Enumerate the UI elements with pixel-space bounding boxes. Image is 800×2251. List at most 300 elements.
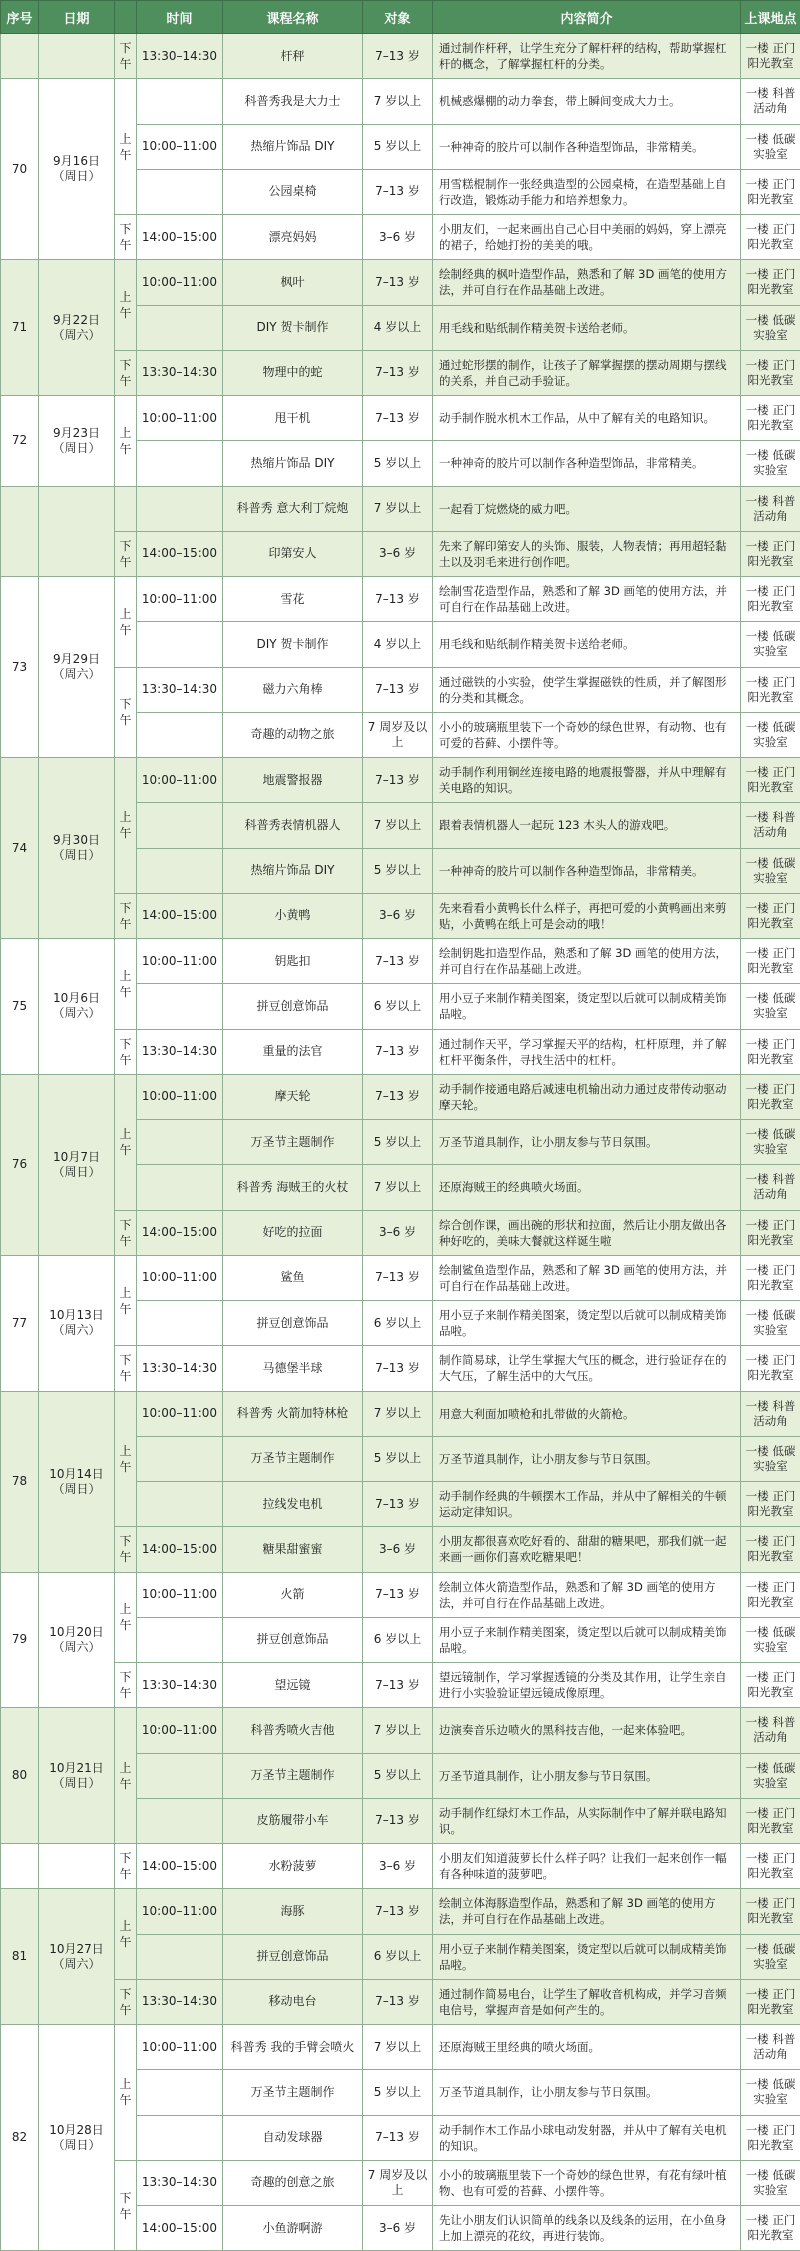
location-cell: 一楼 正门阳光教室 (741, 350, 800, 395)
audience-cell: 7 岁以上 (363, 79, 433, 124)
audience-cell: 3–6 岁 (363, 531, 433, 576)
location-cell: 一楼 低碳实验室 (741, 1120, 800, 1165)
audience-cell: 6 岁以上 (363, 1934, 433, 1979)
schedule-row (1, 486, 800, 531)
time-cell (137, 1798, 223, 1843)
session-number: 79 (1, 1572, 39, 1708)
location-cell: 一楼 正门阳光教室 (741, 215, 800, 260)
schedule-row (1, 1255, 800, 1300)
session-date (39, 1844, 115, 1889)
audience-cell: 7–13 岁 (363, 2115, 433, 2160)
course-name: 热缩片饰品 DIY (223, 848, 363, 893)
ampm-cell: 下午 (115, 1663, 137, 1708)
weekday-text: （周日） (43, 441, 110, 456)
time-cell: 10:00–11:00 (137, 2025, 223, 2070)
time-cell (137, 1436, 223, 1481)
schedule-row (1, 2160, 800, 2205)
time-cell (137, 305, 223, 350)
audience-cell: 5 岁以上 (363, 441, 433, 486)
session-date (39, 1391, 115, 1572)
course-description: 用小豆子来制作精美图案，烫定型以后就可以制成精美饰品啦。 (433, 1301, 741, 1346)
course-name: 摩天轮 (223, 1074, 363, 1119)
location-cell: 一楼 正门阳光教室 (741, 667, 800, 712)
date-text: 10月6日 (43, 991, 110, 1006)
session-number: 70 (1, 79, 39, 260)
location-cell: 一楼 低碳实验室 (741, 124, 800, 169)
course-description: 一起看丁烷燃烧的威力吧。 (433, 486, 741, 531)
location-cell: 一楼 正门阳光教室 (741, 396, 800, 441)
session-date (39, 577, 115, 758)
time-cell: 10:00–11:00 (137, 1391, 223, 1436)
ampm-cell: 上午 (115, 1572, 137, 1663)
schedule-row (1, 1572, 800, 1617)
header-date: 日期 (39, 1, 115, 34)
session-number: 77 (1, 1255, 39, 1391)
schedule-row (1, 79, 800, 124)
schedule-row (1, 667, 800, 712)
time-cell: 10:00–11:00 (137, 396, 223, 441)
course-name: 科普秀 海贼王的火杖 (223, 1165, 363, 1210)
audience-cell: 7–13 岁 (363, 350, 433, 395)
date-text: 9月29日 (43, 652, 110, 667)
session-number: 81 (1, 1889, 39, 2025)
course-name: 自动发球器 (223, 2115, 363, 2160)
session-number: 82 (1, 2025, 39, 2251)
session-number (1, 34, 39, 79)
course-name: 马德堡半球 (223, 1346, 363, 1391)
ampm-cell: 下午 (115, 1527, 137, 1572)
session-number: 72 (1, 396, 39, 487)
audience-cell: 7 周岁及以上 (363, 2160, 433, 2205)
location-cell: 一楼 正门阳光教室 (741, 2115, 800, 2160)
ampm-cell: 下午 (115, 1029, 137, 1074)
audience-cell: 7–13 岁 (363, 939, 433, 984)
course-name: 糖果甜蜜蜜 (223, 1527, 363, 1572)
time-cell: 14:00–15:00 (137, 531, 223, 576)
course-description: 望远镜制作，学习掌握透镜的分类及其作用，让学生亲自进行小实验验证望远镜成像原理。 (433, 1663, 741, 1708)
course-description: 通过制作天平，学习掌握天平的结构，杠杆原理，并了解杠杆平衡条件，寻找生活中的杠杆。 (433, 1029, 741, 1074)
location-cell: 一楼 低碳实验室 (741, 984, 800, 1029)
course-name: 皮筋履带小车 (223, 1798, 363, 1843)
course-description: 万圣节道具制作，让小朋友参与节日氛围。 (433, 1436, 741, 1481)
date-text: 10月21日 (43, 1761, 110, 1776)
time-cell: 14:00–15:00 (137, 1527, 223, 1572)
session-date (39, 1889, 115, 2025)
schedule-row (1, 34, 800, 79)
session-date (39, 396, 115, 487)
course-name: 火箭 (223, 1572, 363, 1617)
audience-cell: 3–6 岁 (363, 215, 433, 260)
audience-cell: 3–6 岁 (363, 893, 433, 938)
schedule-row (1, 531, 800, 576)
ampm-cell: 下午 (115, 215, 137, 260)
course-description: 先来看看小黄鸭长什么样子，再把可爱的小黄鸭画出来剪贴，小黄鸭在纸上可是会动的哦！ (433, 893, 741, 938)
ampm-cell: 下午 (115, 1979, 137, 2024)
course-description: 机械惑爆棚的动力拳套，带上瞬间变成大力士。 (433, 79, 741, 124)
audience-cell: 5 岁以上 (363, 1753, 433, 1798)
schedule-row (1, 577, 800, 622)
audience-cell: 5 岁以上 (363, 2070, 433, 2115)
schedule-row (1, 1346, 800, 1391)
location-cell: 一楼 低碳实验室 (741, 1301, 800, 1346)
course-description: 通过制作杆秤，让学生充分了解杆秤的结构，帮助掌握杠杆的概念，了解掌握杠杆的分类。 (433, 34, 741, 79)
course-description: 动手制作木工作品小球电动发射器，并从中了解有关电机的知识。 (433, 2115, 741, 2160)
header-description: 内容简介 (433, 1, 741, 34)
course-description: 用小豆子来制作精美图案，烫定型以后就可以制成精美饰品啦。 (433, 1934, 741, 1979)
ampm-cell: 上午 (115, 577, 137, 668)
audience-cell: 7–13 岁 (363, 1346, 433, 1391)
audience-cell: 7–13 岁 (363, 1663, 433, 1708)
audience-cell: 7 岁以上 (363, 803, 433, 848)
time-cell: 14:00–15:00 (137, 893, 223, 938)
location-cell: 一楼 正门阳光教室 (741, 1482, 800, 1527)
course-name: 科普秀 意大利丁烷炮 (223, 486, 363, 531)
header-location: 上课地点 (741, 1, 800, 34)
table-body (1, 34, 800, 2251)
time-cell (137, 984, 223, 1029)
session-date (39, 1255, 115, 1391)
course-name: 奇趣的创意之旅 (223, 2160, 363, 2205)
session-date (39, 1708, 115, 1844)
header-number: 序号 (1, 1, 39, 34)
course-name: 移动电台 (223, 1979, 363, 2024)
audience-cell: 3–6 岁 (363, 2206, 433, 2251)
location-cell: 一楼 科普活动角 (741, 486, 800, 531)
header-course: 课程名称 (223, 1, 363, 34)
location-cell: 一楼 正门阳光教室 (741, 758, 800, 803)
location-cell: 一楼 正门阳光教室 (741, 1844, 800, 1889)
schedule-row (1, 396, 800, 441)
session-date (39, 260, 115, 396)
audience-cell: 5 岁以上 (363, 124, 433, 169)
weekday-text: （周日） (43, 1482, 110, 1497)
ampm-cell: 上午 (115, 2025, 137, 2161)
header-audience: 对象 (363, 1, 433, 34)
ampm-cell: 下午 (115, 531, 137, 576)
audience-cell: 7–13 岁 (363, 577, 433, 622)
course-description: 先来了解印第安人的头饰、服装，人物表情；再用超轻黏土以及羽毛来进行创作吧。 (433, 531, 741, 576)
weekday-text: （周六） (43, 328, 110, 343)
time-cell (137, 2070, 223, 2115)
location-cell: 一楼 低碳实验室 (741, 2070, 800, 2115)
course-name: 万圣节主题制作 (223, 1436, 363, 1481)
date-text: 9月30日 (43, 833, 110, 848)
weekday-text: （周六） (43, 1323, 110, 1338)
time-cell: 10:00–11:00 (137, 1074, 223, 1119)
course-description: 制作简易球，让学生掌握大气压的概念，进行验证存在的大气压，了解生活中的大气压。 (433, 1346, 741, 1391)
location-cell: 一楼 低碳实验室 (741, 441, 800, 486)
ampm-cell: 下午 (115, 350, 137, 395)
ampm-cell: 下午 (115, 667, 137, 758)
location-cell: 一楼 正门阳光教室 (741, 1889, 800, 1934)
audience-cell: 7 周岁及以上 (363, 712, 433, 757)
course-description: 一种神奇的胶片可以制作各种造型饰品，非常精美。 (433, 848, 741, 893)
audience-cell: 7 岁以上 (363, 486, 433, 531)
course-name: 小鱼游啊游 (223, 2206, 363, 2251)
audience-cell: 7–13 岁 (363, 34, 433, 79)
location-cell: 一楼 正门阳光教室 (741, 1798, 800, 1843)
location-cell: 一楼 正门阳光教室 (741, 1255, 800, 1300)
session-date (39, 2025, 115, 2251)
session-date (39, 34, 115, 79)
location-cell: 一楼 正门阳光教室 (741, 260, 800, 305)
audience-cell: 3–6 岁 (363, 1527, 433, 1572)
course-description: 万圣节道具制作，让小朋友参与节日氛围。 (433, 1753, 741, 1798)
audience-cell: 5 岁以上 (363, 1120, 433, 1165)
time-cell: 13:30–14:30 (137, 667, 223, 712)
course-description: 用毛线和贴纸制作精美贺卡送给老师。 (433, 305, 741, 350)
audience-cell: 7–13 岁 (363, 1074, 433, 1119)
location-cell: 一楼 正门阳光教室 (741, 1979, 800, 2024)
location-cell: 一楼 正门阳光教室 (741, 169, 800, 214)
course-name: 拉线发电机 (223, 1482, 363, 1527)
course-description: 通过蛇形摆的制作，让孩子了解掌握摆的摆动周期与摆线的关系，并自己动手验证。 (433, 350, 741, 395)
time-cell (137, 1617, 223, 1662)
course-name: 杆秤 (223, 34, 363, 79)
course-name: 鲨鱼 (223, 1255, 363, 1300)
location-cell: 一楼 低碳实验室 (741, 1934, 800, 1979)
course-name: 重量的法官 (223, 1029, 363, 1074)
course-description: 用毛线和贴纸制作精美贺卡送给老师。 (433, 622, 741, 667)
schedule-row (1, 1708, 800, 1753)
ampm-cell: 上午 (115, 939, 137, 1030)
audience-cell: 7–13 岁 (363, 169, 433, 214)
session-number: 74 (1, 758, 39, 939)
session-number: 80 (1, 1708, 39, 1844)
location-cell: 一楼 低碳实验室 (741, 1617, 800, 1662)
session-number (1, 1844, 39, 1889)
course-description: 用意大利面加喷枪和扎带做的火箭枪。 (433, 1391, 741, 1436)
course-description: 通过制作简易电台，让学生了解收音机构成，并学习音频电信号，掌握声音是如何产生的。 (433, 1979, 741, 2024)
time-cell: 10:00–11:00 (137, 1572, 223, 1617)
time-cell: 14:00–15:00 (137, 215, 223, 260)
ampm-cell: 下午 (115, 2160, 137, 2251)
course-description: 万圣节道具制作，让小朋友参与节日氛围。 (433, 2070, 741, 2115)
time-cell (137, 1753, 223, 1798)
course-name: 枫叶 (223, 260, 363, 305)
weekday-text: （周日） (43, 2138, 110, 2153)
audience-cell: 7–13 岁 (363, 1889, 433, 1934)
session-date (39, 1572, 115, 1708)
ampm-cell: 上午 (115, 396, 137, 487)
course-name: 地震警报器 (223, 758, 363, 803)
date-text: 10月14日 (43, 1467, 110, 1482)
ampm-cell: 上午 (115, 1255, 137, 1346)
course-description: 动手制作接通电路后减速电机输出动力通过皮带传动驱动摩天轮。 (433, 1074, 741, 1119)
session-date (39, 939, 115, 1075)
time-cell: 10:00–11:00 (137, 260, 223, 305)
course-description: 先让小朋友们认识简单的线条以及线条的运用，在小鱼身上加上漂亮的花纹，再进行装饰。 (433, 2206, 741, 2251)
schedule-row (1, 939, 800, 984)
date-text: 10月20日 (43, 1625, 110, 1640)
ampm-cell: 上午 (115, 260, 137, 351)
location-cell: 一楼 正门阳光教室 (741, 1074, 800, 1119)
course-description: 万圣节道具制作，让小朋友参与节日氛围。 (433, 1120, 741, 1165)
date-text: 9月22日 (43, 313, 110, 328)
session-date (39, 79, 115, 260)
course-description: 绘制鲨鱼造型作品，熟悉和了解 3D 画笔的使用方法，并可自行在作品基础上改进。 (433, 1255, 741, 1300)
weekday-text: （周日） (43, 1165, 110, 1180)
audience-cell: 7–13 岁 (363, 758, 433, 803)
audience-cell: 6 岁以上 (363, 984, 433, 1029)
date-text: 10月28日 (43, 2123, 110, 2138)
course-description: 用小豆子来制作精美图案，烫定型以后就可以制成精美饰品啦。 (433, 984, 741, 1029)
time-cell (137, 2115, 223, 2160)
schedule-row (1, 758, 800, 803)
audience-cell: 7–13 岁 (363, 1572, 433, 1617)
time-cell (137, 486, 223, 531)
course-description: 跟着表情机器人一起玩 123 木头人的游戏吧。 (433, 803, 741, 848)
schedule-row (1, 1029, 800, 1074)
course-description: 绘制钥匙扣造型作品，熟悉和了解 3D 画笔的使用方法，并可自行在作品基础上改进。 (433, 939, 741, 984)
location-cell: 一楼 低碳实验室 (741, 848, 800, 893)
course-name: 热缩片饰品 DIY (223, 124, 363, 169)
session-date (39, 486, 115, 577)
audience-cell: 7 岁以上 (363, 1708, 433, 1753)
audience-cell: 7–13 岁 (363, 667, 433, 712)
course-name: 科普秀 火箭加特林枪 (223, 1391, 363, 1436)
location-cell: 一楼 正门阳光教室 (741, 1029, 800, 1074)
location-cell: 一楼 正门阳光教室 (741, 939, 800, 984)
course-name: 热缩片饰品 DIY (223, 441, 363, 486)
schedule-row (1, 1210, 800, 1255)
course-name: 钥匙扣 (223, 939, 363, 984)
course-description: 动手制作经典的牛顿摆木工作品，并从中了解相关的牛顿运动定律知识。 (433, 1482, 741, 1527)
time-cell (137, 848, 223, 893)
course-description: 动手制作脱水机木工作品，从中了解有关的电路知识。 (433, 396, 741, 441)
audience-cell: 7–13 岁 (363, 1255, 433, 1300)
time-cell: 13:30–14:30 (137, 350, 223, 395)
time-cell (137, 803, 223, 848)
audience-cell: 7 岁以上 (363, 1391, 433, 1436)
audience-cell: 5 岁以上 (363, 1436, 433, 1481)
course-name: 拼豆创意饰品 (223, 1617, 363, 1662)
time-cell: 10:00–11:00 (137, 1255, 223, 1300)
location-cell: 一楼 科普活动角 (741, 1708, 800, 1753)
course-name: 漂亮妈妈 (223, 215, 363, 260)
schedule-row (1, 1527, 800, 1572)
session-number (1, 486, 39, 577)
course-name: 水粉菠萝 (223, 1844, 363, 1889)
session-date (39, 758, 115, 939)
weekday-text: （周六） (43, 1640, 110, 1655)
location-cell: 一楼 正门阳光教室 (741, 1527, 800, 1572)
time-cell: 13:30–14:30 (137, 2160, 223, 2205)
header-time: 时间 (137, 1, 223, 34)
schedule-row (1, 1889, 800, 1934)
course-name: 科普秀表情机器人 (223, 803, 363, 848)
header-ampm (115, 1, 137, 34)
schedule-row (1, 1074, 800, 1119)
course-name: 物理中的蛇 (223, 350, 363, 395)
location-cell: 一楼 低碳实验室 (741, 712, 800, 757)
date-text: 10月13日 (43, 1308, 110, 1323)
course-description: 绘制立体火箭造型作品，熟悉和了解 3D 画笔的使用方法，并可自行在作品基础上改进。 (433, 1572, 741, 1617)
time-cell: 10:00–11:00 (137, 939, 223, 984)
course-name: 万圣节主题制作 (223, 1120, 363, 1165)
time-cell: 14:00–15:00 (137, 2206, 223, 2251)
weekday-text: （周日） (43, 848, 110, 863)
time-cell: 10:00–11:00 (137, 758, 223, 803)
ampm-cell: 下午 (115, 893, 137, 938)
course-name: 科普秀我是大力士 (223, 79, 363, 124)
location-cell: 一楼 正门阳光教室 (741, 1346, 800, 1391)
course-description: 小朋友都很喜欢吃好看的、甜甜的糖果吧，那我们就一起来画一画你们喜欢吃糖果吧！ (433, 1527, 741, 1572)
location-cell: 一楼 正门阳光教室 (741, 531, 800, 576)
time-cell: 10:00–11:00 (137, 577, 223, 622)
schedule-row (1, 893, 800, 938)
location-cell: 一楼 科普活动角 (741, 79, 800, 124)
time-cell: 13:30–14:30 (137, 34, 223, 79)
course-description: 一种神奇的胶片可以制作各种造型饰品，非常精美。 (433, 441, 741, 486)
course-description: 小朋友们，一起来画出自己心目中美丽的妈妈，穿上漂亮的裙子，给她打扮的美美的哦。 (433, 215, 741, 260)
weekday-text: （周六） (43, 1006, 110, 1021)
course-description: 用小豆子来制作精美图案，烫定型以后就可以制成精美饰品啦。 (433, 1617, 741, 1662)
course-description: 动手制作利用铜丝连接电路的地震报警器，并从中理解有关电路的知识。 (433, 758, 741, 803)
table-header-row (1, 1, 800, 34)
session-date (39, 1074, 115, 1255)
location-cell: 一楼 科普活动角 (741, 1391, 800, 1436)
course-name: 好吃的拉面 (223, 1210, 363, 1255)
course-description: 综合创作课，画出碗的形状和拉面，然后让小朋友做出各种好吃的，美味大餐就这样诞生啦 (433, 1210, 741, 1255)
course-description: 绘制雪花造型作品，熟悉和了解 3D 画笔的使用方法，并可自行在作品基础上改进。 (433, 577, 741, 622)
course-name: 望远镜 (223, 1663, 363, 1708)
course-name: 万圣节主题制作 (223, 1753, 363, 1798)
location-cell: 一楼 低碳实验室 (741, 2160, 800, 2205)
time-cell (137, 1482, 223, 1527)
audience-cell: 4 岁以上 (363, 305, 433, 350)
audience-cell: 5 岁以上 (363, 848, 433, 893)
location-cell: 一楼 正门阳光教室 (741, 1210, 800, 1255)
audience-cell: 6 岁以上 (363, 1617, 433, 1662)
weekday-text: （周六） (43, 667, 110, 682)
course-name: 海豚 (223, 1889, 363, 1934)
course-name: 印第安人 (223, 531, 363, 576)
audience-cell: 7–13 岁 (363, 1798, 433, 1843)
schedule-row (1, 215, 800, 260)
course-description: 边演奏音乐边喷火的黑科技吉他，一起来体验吧。 (433, 1708, 741, 1753)
course-name: 拼豆创意饰品 (223, 984, 363, 1029)
audience-cell: 7–13 岁 (363, 396, 433, 441)
course-name: 雪花 (223, 577, 363, 622)
time-cell: 10:00–11:00 (137, 124, 223, 169)
course-description: 通过磁铁的小实验，使学生掌握磁铁的性质，并了解图形的分类和其概念。 (433, 667, 741, 712)
time-cell (137, 1934, 223, 1979)
course-description: 用雪糕棍制作一张经典造型的公园桌椅，在造型基础上自行改造，锻炼动手能力和培养想象力。 (433, 169, 741, 214)
course-name: DIY 贺卡制作 (223, 305, 363, 350)
date-text: 9月16日 (43, 154, 110, 169)
date-text: 10月7日 (43, 1150, 110, 1165)
course-name: 磁力六角棒 (223, 667, 363, 712)
course-description: 绘制经典的枫叶造型作品，熟悉和了解 3D 画笔的使用方法，并可自行在作品基础上改进。 (433, 260, 741, 305)
audience-cell: 3–6 岁 (363, 1210, 433, 1255)
session-number: 71 (1, 260, 39, 396)
audience-cell: 3–6 岁 (363, 1844, 433, 1889)
schedule-row (1, 1979, 800, 2024)
course-name: 甩干机 (223, 396, 363, 441)
ampm-cell: 下午 (115, 1210, 137, 1255)
audience-cell: 4 岁以上 (363, 622, 433, 667)
course-name: 科普秀喷火吉他 (223, 1708, 363, 1753)
time-cell: 13:30–14:30 (137, 1663, 223, 1708)
location-cell: 一楼 正门阳光教室 (741, 1663, 800, 1708)
ampm-cell: 上午 (115, 1889, 137, 1980)
course-description: 小朋友们知道菠萝长什么样子吗？让我们一起来创作一幅有各种味道的菠萝吧。 (433, 1844, 741, 1889)
time-cell (137, 712, 223, 757)
time-cell (137, 441, 223, 486)
course-description: 一种神奇的胶片可以制作各种造型饰品，非常精美。 (433, 124, 741, 169)
ampm-cell: 上午 (115, 79, 137, 215)
